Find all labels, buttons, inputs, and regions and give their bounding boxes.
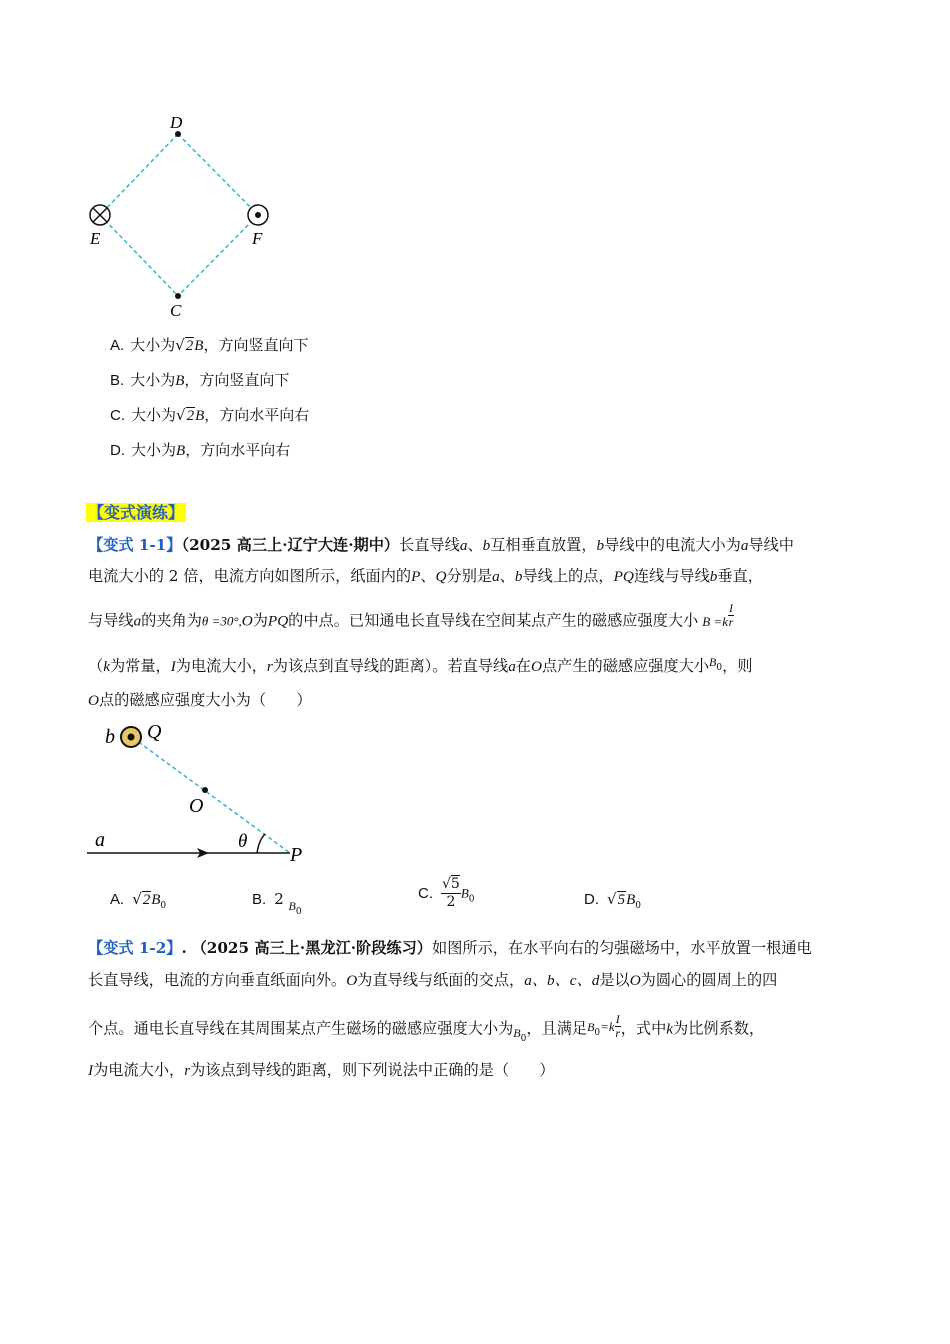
fraction-i-over-r: $\frac{I}{r}$ <box>728 601 734 629</box>
label-o: O <box>189 795 204 817</box>
v11-line-5: O点的磁感应强度大小为（ ） <box>88 691 312 709</box>
edge-fc <box>178 215 258 296</box>
sqrt-symbol: √2 <box>175 336 194 354</box>
section-title: 【变式演练】 <box>88 503 185 522</box>
label-b: b <box>105 726 115 748</box>
option-b[interactable]: B. 大小为B，方向竖直向下 <box>110 371 290 389</box>
point-c <box>175 293 181 299</box>
fraction-i-over-r: $\frac{I}{r}$ <box>615 1012 621 1040</box>
current-out-of-page-icon <box>248 205 268 225</box>
point-o <box>202 787 208 793</box>
fraction-sqrt5-over-2: $\frac{√5}{2}$ <box>442 876 460 910</box>
v12-line-3: 个点。通电长直导线在其周围某点产生磁场的磁感应强度大小为$B_0$，且满足$B_0=k$ $\frac{I}{r}$ ，式中k为比例系数， <box>88 1012 765 1044</box>
current-into-page-icon <box>90 205 110 225</box>
v11-option-d[interactable]: D. $√5B_0$ <box>584 890 641 911</box>
sqrt-symbol: √2 <box>176 406 195 424</box>
label-f: F <box>252 229 263 248</box>
edge-de <box>100 134 178 215</box>
label-d: D <box>170 113 183 132</box>
sqrt-symbol: √2 <box>132 890 151 908</box>
option-a[interactable]: A. 大小为√2B，方向竖直向下 <box>110 336 309 354</box>
v12-line-2: 长直导线，电流的方向垂直纸面向外。O为直导线与纸面的交点，a、b、c、d是以O为圆心的圆周上的四 <box>88 971 778 989</box>
option-c[interactable]: C. 大小为√2B，方向水平向右 <box>110 406 310 424</box>
v11-option-c[interactable]: C. $\frac{√5}{2}$ $B_0$ <box>418 876 475 910</box>
option-d[interactable]: D. 大小为B，方向水平向右 <box>110 441 291 459</box>
label-c: C <box>170 301 182 320</box>
edge-ec <box>100 215 178 296</box>
label-p: P <box>290 844 303 866</box>
figure-wires-pq <box>85 718 325 868</box>
v11-line-4: （k为常量，I为电流大小，r为该点到直导线的距离）。若直导线a在O点产生的磁感应强度大小$^B_0$，则 <box>88 655 753 675</box>
label-q: Q <box>147 721 162 743</box>
label-e: E <box>90 229 101 248</box>
v11-option-b[interactable]: B. 2 $_{B0}$ <box>252 890 302 917</box>
v11-line-1: 【变式 1-1】（2025 高三上·辽宁大连·期中）长直导线a、b互相垂直放置，b导线中的电流大小为a导线中 <box>88 536 794 554</box>
angle-arc <box>257 834 265 853</box>
line-qp <box>133 738 290 853</box>
edge-df <box>178 134 258 215</box>
current-out-of-page-icon <box>121 727 141 747</box>
sqrt-symbol: √5 <box>607 890 626 908</box>
v11-option-a[interactable]: A. $√2B_0$ <box>110 890 167 911</box>
v12-line-1: 【变式 1-2】. （2025 高三上·黑龙江·阶段练习）如图所示，在水平向右的匀强磁场中，水平放置一根通电 <box>88 939 812 957</box>
v11-line-3: 与导线a的夹角为θ =30°,O为PQ的中点。已知通电长直导线在空间某点产生的磁感应强度大小 B =k $\frac{I}{r}$ <box>88 601 734 630</box>
v11-line-2: 电流大小的 2 倍，电流方向如图所示，纸面内的P、Q分别是a、b导线上的点，PQ连线与导线b垂直， <box>88 567 763 585</box>
v12-line-4: I为电流大小，r为该点到导线的距离，则下列说法中正确的是（ ） <box>88 1061 555 1079</box>
figure-square-currents <box>80 108 280 323</box>
label-theta: θ <box>238 831 248 852</box>
label-a: a <box>95 829 105 851</box>
